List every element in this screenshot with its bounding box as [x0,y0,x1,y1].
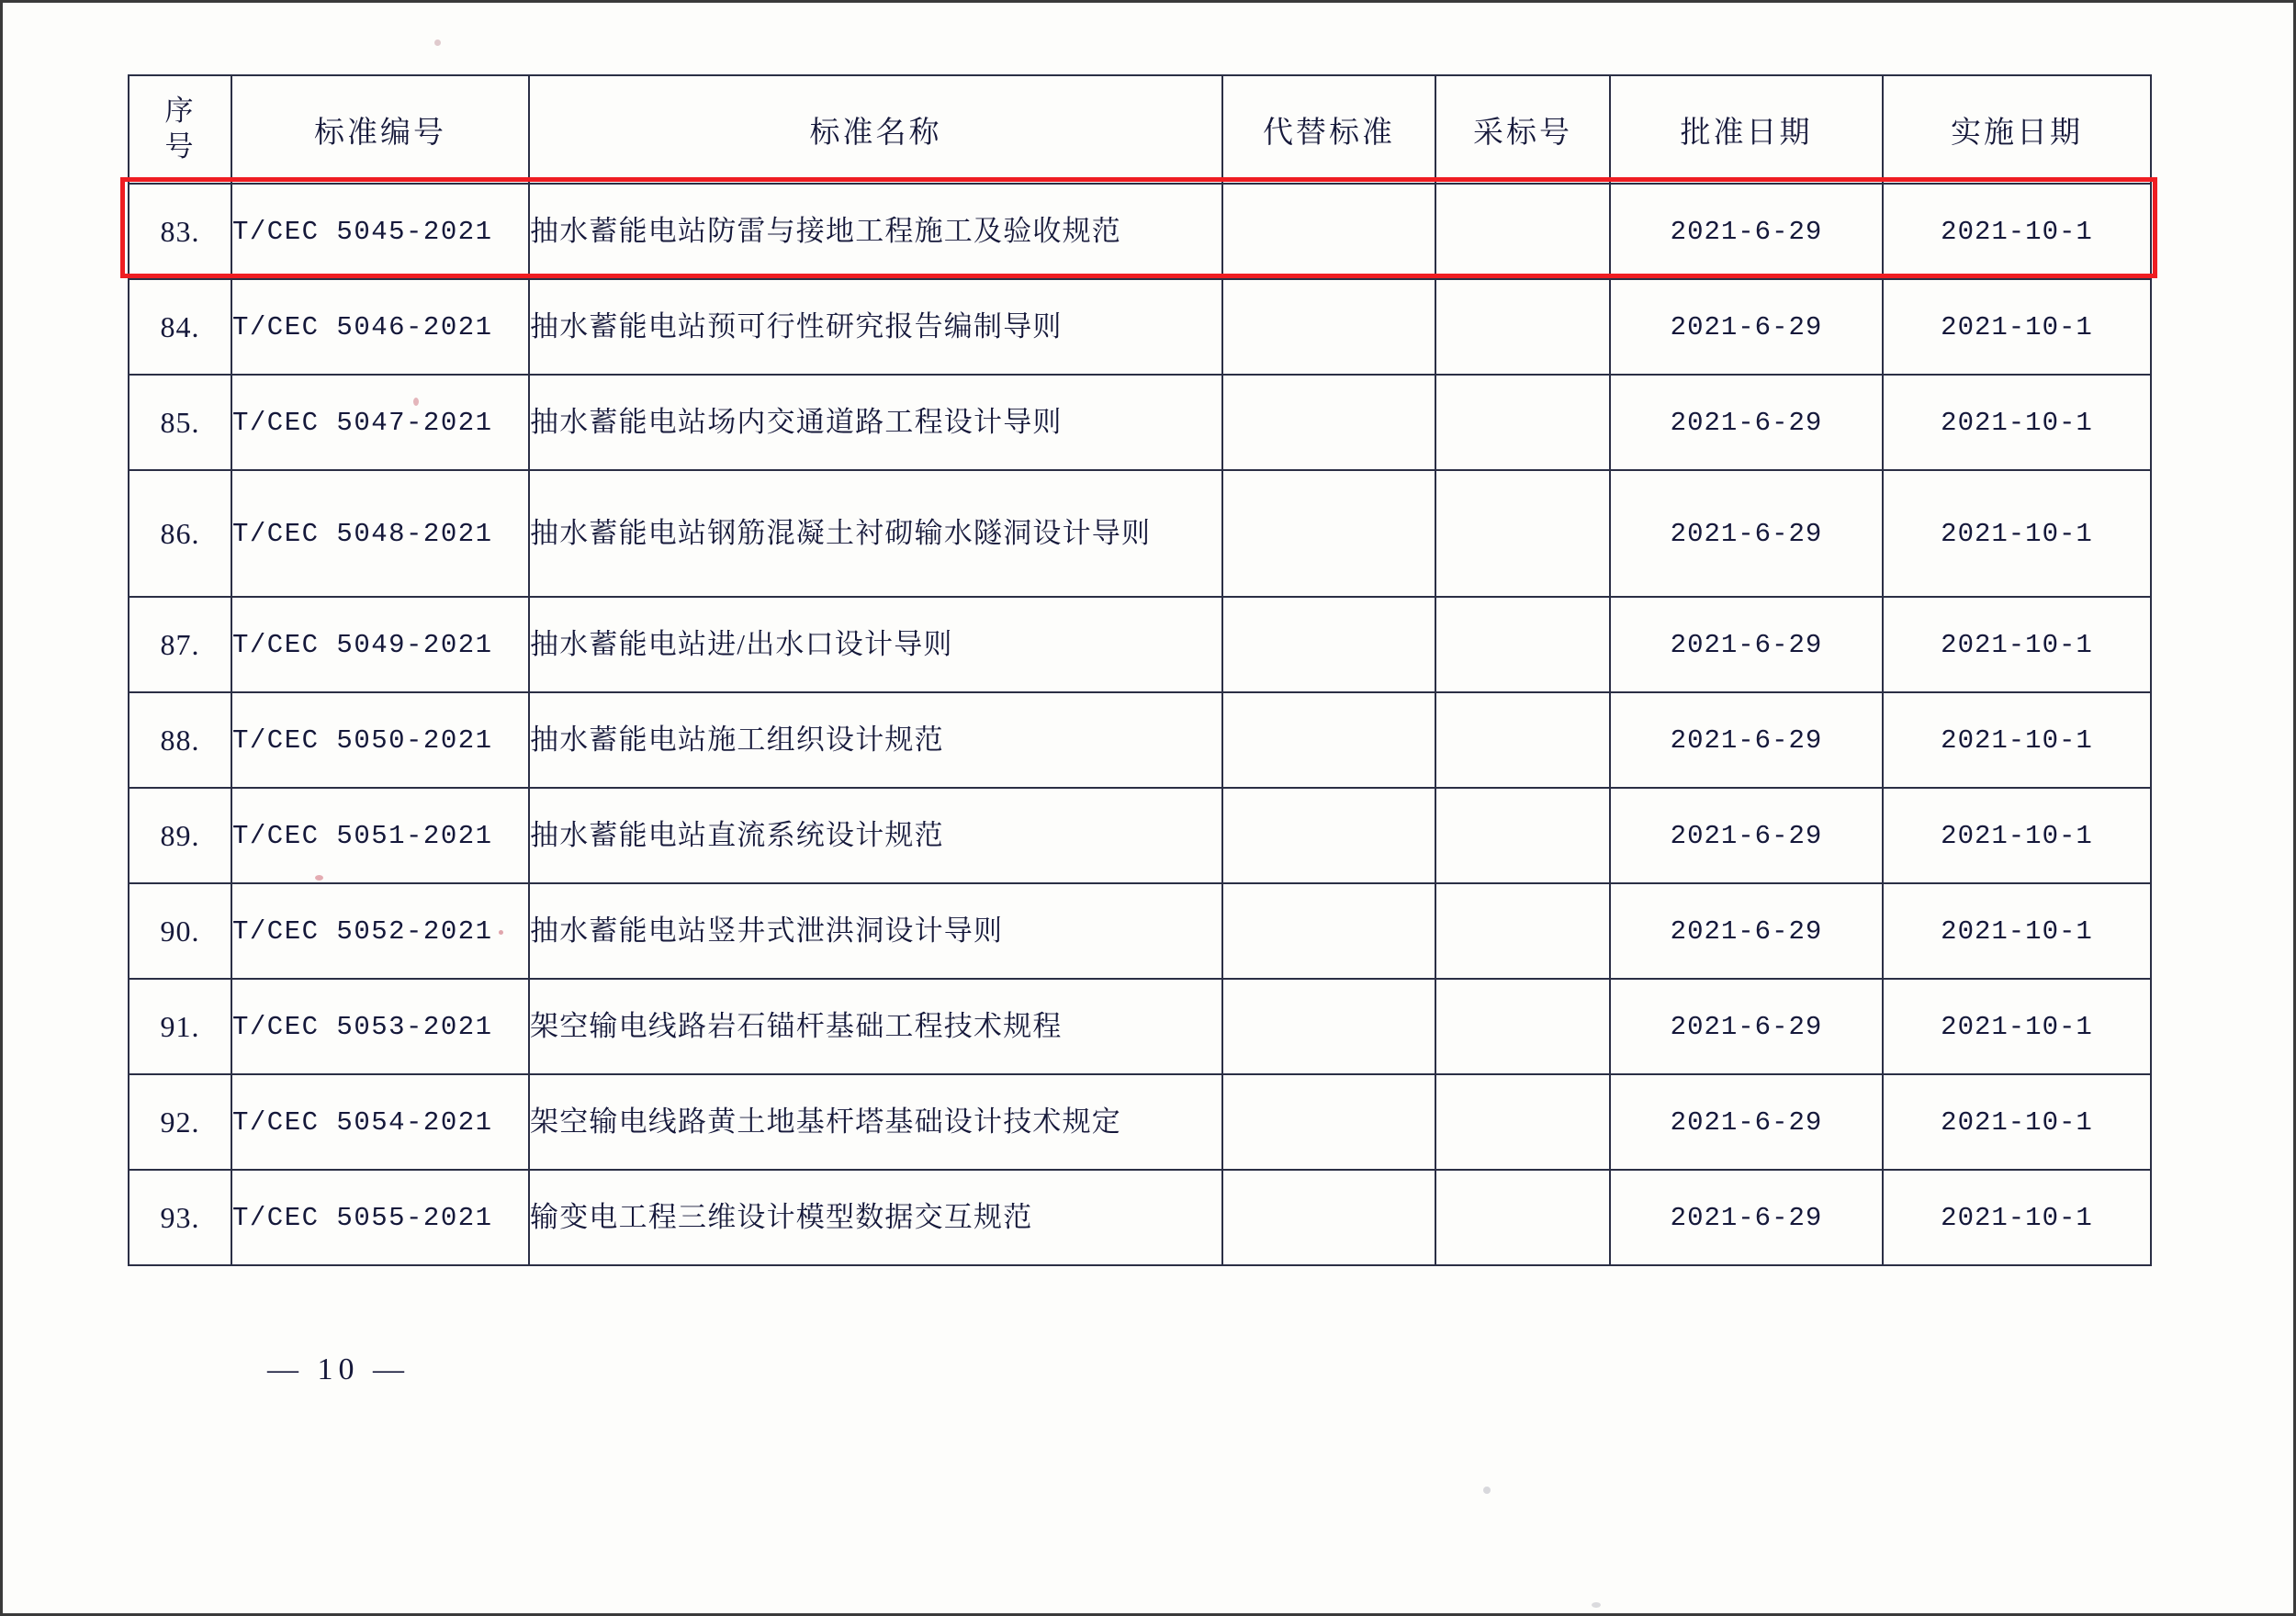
table-row [129,979,2151,1074]
cell-adopted-code [1435,883,1610,979]
paper-surface [3,3,2293,1613]
cell-standard-code: T/CEC 5050-2021 [231,692,529,788]
cell-adopted-code [1435,692,1610,788]
cell-implementation-date: 2021-10-1 [1883,375,2151,470]
cell-implementation-date: 2021-10-1 [1883,1074,2151,1170]
cell-adopted-code [1435,1074,1610,1170]
standards-table [128,74,2152,1266]
cell-seq: 83. [129,184,231,279]
table-header [129,75,2151,184]
header-approval-date: 批准日期 [1610,75,1883,184]
cell-adopted-code [1435,279,1610,375]
cell-implementation-date: 2021-10-1 [1883,184,2151,279]
cell-standard-name: 抽水蓄能电站场内交通道路工程设计导则 [529,375,1222,470]
header-seq-line1: 序 [164,95,196,128]
header-implementation-date: 实施日期 [1883,75,2151,184]
cell-replaced-standard [1222,597,1435,692]
cell-implementation-date: 2021-10-1 [1883,788,2151,883]
cell-standard-name: 抽水蓄能电站预可行性研究报告编制导则 [529,279,1222,375]
page-number: — 10 — [267,1352,410,1386]
cell-approval-date: 2021-6-29 [1610,279,1883,375]
cell-seq: 92. [129,1074,231,1170]
cell-replaced-standard [1222,883,1435,979]
ink-speck [434,39,441,46]
cell-replaced-standard [1222,184,1435,279]
cell-standard-name: 抽水蓄能电站钢筋混凝土衬砌输水隧洞设计导则 [529,470,1222,597]
cell-adopted-code [1435,184,1610,279]
cell-standard-name: 抽水蓄能电站竖井式泄洪洞设计导则 [529,883,1222,979]
cell-approval-date: 2021-6-29 [1610,883,1883,979]
cell-replaced-standard [1222,979,1435,1074]
cell-seq: 90. [129,883,231,979]
cell-adopted-code [1435,979,1610,1074]
cell-adopted-code [1435,1170,1610,1265]
cell-seq: 85. [129,375,231,470]
table-row [129,1074,2151,1170]
cell-approval-date: 2021-6-29 [1610,375,1883,470]
cell-adopted-code [1435,375,1610,470]
cell-standard-name: 抽水蓄能电站施工组织设计规范 [529,692,1222,788]
cell-standard-code: T/CEC 5055-2021 [231,1170,529,1265]
cell-standard-code: T/CEC 5054-2021 [231,1074,529,1170]
table-row [129,883,2151,979]
cell-standard-code: T/CEC 5045-2021 [231,184,529,279]
header-standard-name: 标准名称 [529,75,1222,184]
table-row [129,597,2151,692]
cell-approval-date: 2021-6-29 [1610,788,1883,883]
cell-approval-date: 2021-6-29 [1610,1074,1883,1170]
cell-standard-code: T/CEC 5048-2021 [231,470,529,597]
table-row [129,184,2151,279]
cell-adopted-code [1435,788,1610,883]
cell-replaced-standard [1222,1170,1435,1265]
cell-standard-name: 抽水蓄能电站防雷与接地工程施工及验收规范 [529,184,1222,279]
cell-seq: 91. [129,979,231,1074]
cell-standard-code: T/CEC 5053-2021 [231,979,529,1074]
cell-standard-name: 输变电工程三维设计模型数据交互规范 [529,1170,1222,1265]
cell-implementation-date: 2021-10-1 [1883,470,2151,597]
cell-implementation-date: 2021-10-1 [1883,279,2151,375]
cell-seq: 87. [129,597,231,692]
cell-standard-code: T/CEC 5052-2021 [231,883,529,979]
header-standard-code: 标准编号 [231,75,529,184]
cell-approval-date: 2021-6-29 [1610,979,1883,1074]
cell-standard-code: T/CEC 5049-2021 [231,597,529,692]
ink-speck [1483,1487,1491,1494]
table-row [129,470,2151,597]
cell-approval-date: 2021-6-29 [1610,692,1883,788]
table-row [129,375,2151,470]
cell-standard-name: 抽水蓄能电站进/出水口设计导则 [529,597,1222,692]
cell-seq: 86. [129,470,231,597]
cell-approval-date: 2021-6-29 [1610,470,1883,597]
cell-seq: 93. [129,1170,231,1265]
cell-replaced-standard [1222,470,1435,597]
standards-table-container [128,74,2150,1266]
header-seq [129,75,231,184]
cell-standard-name: 架空输电线路黄土地基杆塔基础设计技术规定 [529,1074,1222,1170]
cell-seq: 89. [129,788,231,883]
cell-seq: 88. [129,692,231,788]
table-row [129,788,2151,883]
cell-implementation-date: 2021-10-1 [1883,597,2151,692]
cell-implementation-date: 2021-10-1 [1883,1170,2151,1265]
cell-approval-date: 2021-6-29 [1610,184,1883,279]
cell-replaced-standard [1222,279,1435,375]
cell-adopted-code [1435,470,1610,597]
cell-implementation-date: 2021-10-1 [1883,979,2151,1074]
header-replaced-standard: 代替标准 [1222,75,1435,184]
cell-implementation-date: 2021-10-1 [1883,883,2151,979]
ink-speck [1592,1602,1601,1608]
table-row [129,279,2151,375]
cell-standard-code: T/CEC 5051-2021 [231,788,529,883]
header-adopted-code: 采标号 [1435,75,1610,184]
header-row [129,75,2151,184]
header-seq-line2: 号 [164,130,196,163]
cell-standard-code: T/CEC 5047-2021 [231,375,529,470]
table-body [129,184,2151,1265]
cell-adopted-code [1435,597,1610,692]
cell-replaced-standard [1222,375,1435,470]
table-row [129,692,2151,788]
cell-seq: 84. [129,279,231,375]
table-row [129,1170,2151,1265]
cell-replaced-standard [1222,788,1435,883]
cell-approval-date: 2021-6-29 [1610,597,1883,692]
cell-standard-name: 抽水蓄能电站直流系统设计规范 [529,788,1222,883]
cell-standard-name: 架空输电线路岩石锚杆基础工程技术规程 [529,979,1222,1074]
cell-approval-date: 2021-6-29 [1610,1170,1883,1265]
cell-replaced-standard [1222,692,1435,788]
cell-replaced-standard [1222,1074,1435,1170]
cell-standard-code: T/CEC 5046-2021 [231,279,529,375]
cell-implementation-date: 2021-10-1 [1883,692,2151,788]
